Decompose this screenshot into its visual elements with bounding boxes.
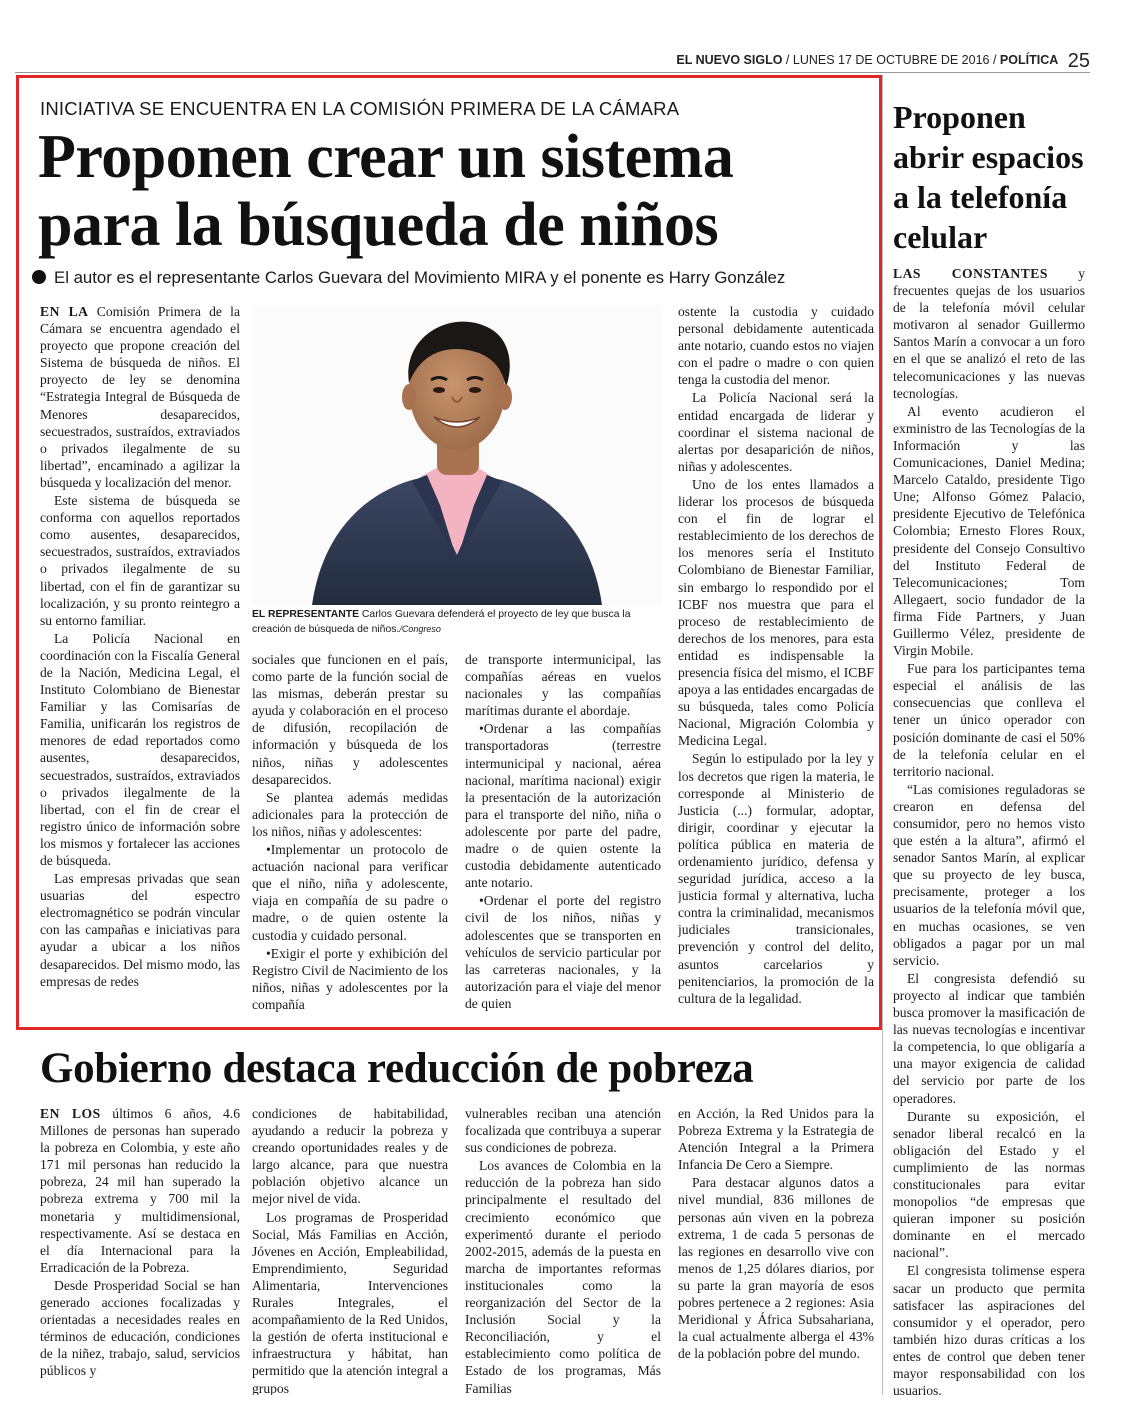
side-article-headline: Proponen abrir espacios a la telefonía celular	[893, 99, 1084, 255]
article-kicker: INICIATIVA SE ENCUENTRA EN LA COMISIÓN PRIMERA DE LA CÁMARA	[40, 98, 680, 119]
portrait-image	[252, 305, 662, 605]
paragraph: Las empresas privadas que sean usuarias del espectro electromagnético se podrán vincular con las campañas e iniciativas para ayudar a ubicar a los niños desaparecidos. Del mismo modo, las empresas de redes	[40, 871, 240, 989]
photo-caption	[252, 608, 664, 637]
article-photo	[252, 305, 662, 605]
second-column-1	[40, 1105, 240, 1395]
paragraph: Uno de los entes llamados a liderar los procesos de búsqueda con el fin de lograr el restablecimiento de los derechos de los menores sería el Instituto Colombiano de Bienestar Familiar, sin embargo lo respondido por el ICBF nos muestra que para el proceso de restablecimiento de derechos de los menores, para esta entidad es indispensable la presencia física del mismo, el ICBF apoya a las entidades encargadas de su búsqueda, tales como Policía Nacional, Migración Colombia y Medicina Legal.	[678, 476, 874, 749]
side-article-body	[893, 265, 1085, 1400]
main-column-3	[465, 651, 661, 1021]
paragraph: El congresista defendió su proyecto al indicar que también busca promover la masificación de las nuevas tecnologías e incentivar la competencia, lo que obligaría a una mayor exigencia de calidad del servicio por parte de los operadores.	[893, 970, 1085, 1106]
caption-text: Carlos Guevara defenderá el proyecto de ley que busca la creación de búsqueda de niños.	[252, 609, 631, 635]
paragraph: •Ordenar a las compañías transportadoras (terrestre intermunicipal y nacional, aérea nacional, marítima nacional) exigir la presentación de la autorización para el transporte del niño, niña o adolescente por parte del padre, madre o de quien ostente la custodia debidamente autenticado ante notario.	[465, 721, 661, 891]
bullet-icon	[32, 270, 46, 284]
caption-lead: EL REPRESENTANTE	[252, 609, 360, 620]
second-column-3	[465, 1105, 661, 1395]
paragraph: El congresista tolimense espera sacar un producto que permita satisfacer las aspiraciones del consumidor y el operador, pero también hizo duras críticas a los entes de control que deben tener mayor responsabilidad con los usuarios.	[893, 1263, 1085, 1399]
paragraph: y frecuentes quejas de los usuarios de la telefonía móvil celular motivaron al senador Guillermo Santos Marín a convocar a un foro en el que se analizó el reto de las telecomunicaciones y las nuevas tecnologías.	[893, 266, 1085, 401]
main-column-4	[678, 303, 874, 1021]
paragraph: Durante su exposición, el senador liberal recalcó en la obligación del Estado y el cumplimiento de las normas constitucionales para evitar monopolios “de empresas que quieran imponer su posición dominante en el mercado nacional”.	[893, 1108, 1085, 1261]
page-header: EL NUEVO SIGLO / LUNES 17 DE OCTUBRE DE 2016 / POLÍTICA 25	[676, 50, 1090, 72]
paragraph: Los programas de Prosperidad Social, Más Familias en Acción, Jóvenes en Acción, Empleabilidad, Emprendimiento, Seguridad Alimentaria, Intervenciones Rurales Integrales, el acompañamiento de la Red Unidos, la gestión de oferta institucional e infraestructura y hábitat, han permitido que la atención integral a grupos	[252, 1209, 448, 1395]
header-rule	[15, 72, 1090, 73]
paragraph: Para destacar algunos datos a nivel mundial, 836 millones de personas aún viven en la pobreza extrema, 1 de cada 5 personas de las regiones en desarrollo vive con menos de 1,25 dólares diarios, por su parte la gran mayoría de esos pobres pertenece a 2 regiones: Asia Meridional y África Subsahariana, la cual actualmente alberga el 43% de la población pobre del mundo.	[678, 1175, 874, 1362]
paragraph: “Las comisiones reguladoras se crearon en defensa del consumidor, pero no hemos visto que estén a la altura”, afirmó el senador Santos Marín, al explicar que su proyecto de ley busca, precisamente, proteger a los usuarios de la telefonía móvil que, en muchas ocasiones, se ven obligados a pagar por un mal servicio.	[893, 781, 1085, 968]
paragraph: vulnerables reciban una atención focalizada que contribuya a superar sus condiciones de pobreza.	[465, 1106, 661, 1156]
section-name: POLÍTICA	[999, 53, 1059, 67]
article-headline: Proponen crear un sistema para la búsqueda de niños	[38, 123, 734, 259]
paragraph: ostente la custodia y cuidado personal debidamente autenticada ante notario, cuando estos no viajen con el padre o madre o con quien tenga la custodia del menor.	[678, 304, 874, 388]
subhead-text: El autor es el representante Carlos Guevara del Movimiento MIRA y el ponente es Harry González	[54, 268, 786, 287]
article-subhead	[32, 268, 872, 288]
paragraph: Desde Prosperidad Social se han generado acciones focalizadas y orientadas a necesidades reales en términos de educación, condiciones de la niñez, trabajo, salud, servicios públicos y	[40, 1277, 240, 1379]
paragraph: condiciones de habitabilidad, ayudando a reducir la pobreza y creando oportunidades reales y de largo alcance, para que nuestra población objetivo alcance un mejor nivel de vida.	[252, 1106, 448, 1207]
paragraph: •Ordenar el porte del registro civil de los niños, niñas y adolescentes que se transporten en vehículos de servicio particular por las carreteras nacionales, y la autorización para el viaje del menor de quien	[465, 893, 661, 1011]
main-column-1	[40, 303, 240, 1021]
paragraph: La Policía Nacional en coordinación con la Fiscalía General de la Nación, Medicina Legal, el Instituto Colombiano de Bienestar Familiar y las Comisarías de Familia, unificarán los registros de menores de edad reportados como ausentes, desaparecidos, secuestrados, sustraídos, extraviados o privados ilegalmente de la libertad, con el fin de crear el registro único de información sobre los mismos y fortalecer las acciones de búsqueda.	[40, 630, 240, 868]
page-number: 25	[1067, 50, 1090, 72]
newspaper-name: EL NUEVO SIGLO	[676, 53, 783, 67]
second-column-4	[678, 1105, 874, 1395]
second-column-2	[252, 1105, 448, 1395]
paragraph: •Exigir el porte y exhibición del Registro Civil de Nacimiento de los niños, niñas y adolescentes por la compañía	[252, 945, 448, 1012]
paragraph: Este sistema de búsqueda se conforma con aquellos reportados como ausentes, desaparecidos, secuestrados, sustraídos, extraviados o privados ilegalmente de su libertad, con el fin de garantizar su localización, y su pronto reintegro a su entorno familiar.	[40, 493, 240, 628]
paragraph: Al evento acudieron el exministro de las Tecnologías de la Información y las Comunicaciones, Daniel Medina; Marcelo Cataldo, presidente Tigo Une; Alfonso Gómez Palacio, presidente Ejecutivo de Telefónica Colombia; Ernesto Flores Roux, presidente del Consejo Consultivo del Instituto Federal de Telecomunicaciones; Tom Allegaert, socio fundador de la firma Fide Partners, y Juan Guillermo Vélez, presidente de Virgin Mobile.	[893, 403, 1085, 659]
paragraph: Los avances de Colombia en la reducción de la pobreza han sido principalmente el resultado del crecimiento económico que experimentó durante el periodo 2002-2015, además de la puesta en marcha de importantes reformas institucionales como la reorganización del Sector de la Inclusión Social y la Reconciliación, y el establecimiento como política de Estado de los programas, Más Familias	[465, 1158, 661, 1395]
paragraph: de transporte intermunicipal, las compañías aéreas en vuelos nacionales y las compañías marítimas durante el abordaje.	[465, 652, 661, 719]
paragraph: sociales que funcionen en el país, como parte de la función social de las mismas, deberán prestar su ayuda y colaboración en el proceso de difusión, recopilación de información y búsqueda de los niños, niñas y adolescentes desaparecidos.	[252, 652, 448, 787]
second-article-headline: Gobierno destaca reducción de pobreza	[40, 1045, 754, 1092]
column-divider	[882, 75, 883, 1395]
paragraph: Comisión Primera de la Cámara se encuentra agendado el proyecto que propone creación del Sistema de búsqueda de niños. El proyecto de ley se denomina “Estrategia Integral de Búsqueda de Menores desaparecidos, secuestrados, sustraídos, extraviados o privados ilegalmente de su libertad”, encaminado a agilizar la búsqueda y localización del menor.	[40, 304, 240, 490]
paragraph: Fue para los participantes tema especial el análisis de las consecuencias que conlleva el tener un único operador con posición dominante de casi el 50% de la telefonía celular en el territorio nacional.	[893, 661, 1085, 779]
paragraph: en Acción, la Red Unidos para la Pobreza Extrema y la Estrategia de Atención Integral a la Primera Infancia De Cero a Siempre.	[678, 1106, 874, 1173]
paragraph: últimos 6 años, 4.6 Millones de personas han superado la pobreza en Colombia, y este año 171 mil personas han reducido la pobreza, 24 mil han superado la pobreza extrema y 700 mil la monetaria y multidimensional, respectivamente. Así se destaca en el día Internacional para la Erradicación de la Pobreza.	[40, 1106, 240, 1275]
paragraph: Se plantea además medidas adicionales para la protección de los niños, niñas y adolescentes:	[252, 789, 448, 839]
paragraph: Según lo estipulado por la ley y los decretos que rigen la materia, le corresponde al Ministerio de Justicia (...) formular, adoptar, dirigir, coordinar y ejecutar la política pública en materia de ordenamiento jurídico, defensa y seguridad jurídica, acceso a la justicia formal y alternativa, lucha contra la criminalidad, mecanismos judiciales transicionales, prevención y control del delito, asuntos carcelarios y penitenciarios, la promoción de la cultura de la legalidad.	[678, 751, 874, 1006]
issue-date: LUNES 17 DE OCTUBRE DE 2016	[792, 53, 990, 67]
main-column-2	[252, 651, 448, 1021]
lead-words: LAS CONSTANTES	[893, 266, 1048, 281]
photo-credit: /Congreso	[399, 624, 441, 634]
lead-words: EN LA	[40, 304, 89, 319]
paragraph: •Implementar un protocolo de actuación nacional para verificar que el niño, niña y adolescente, viaja en compañía de su padre o madre, o de quien ostente la custodia y cuidado personal.	[252, 842, 448, 943]
lead-words: EN LOS	[40, 1106, 101, 1121]
paragraph: La Policía Nacional será la entidad encargada de liderar y coordinar el sistema nacional de alertas por desaparición de niños, niñas y adolescentes.	[678, 390, 874, 474]
